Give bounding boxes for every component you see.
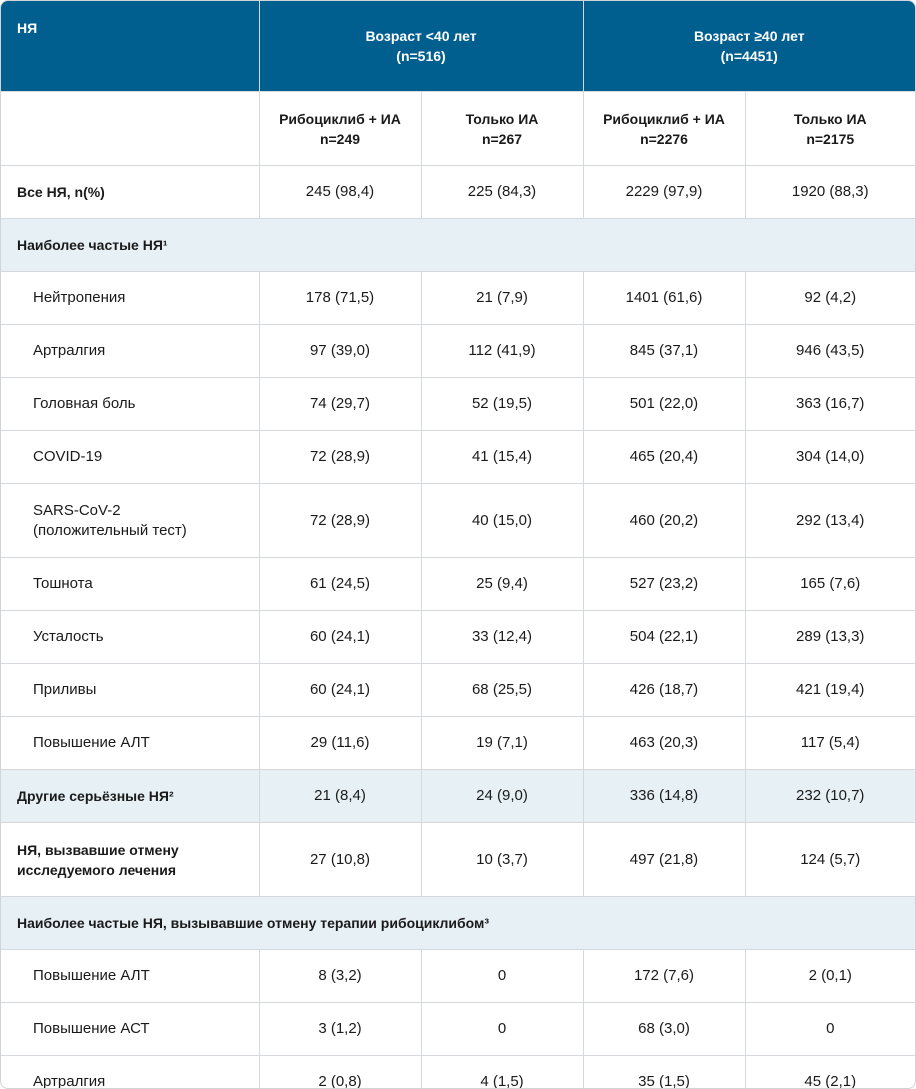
- cell-value: 0: [745, 1003, 915, 1056]
- cell-value: 33 (12,4): [421, 611, 583, 664]
- cell-value: 29 (11,6): [259, 717, 421, 770]
- cell-value: 1920 (88,3): [745, 166, 915, 219]
- cell-value: 501 (22,0): [583, 378, 745, 431]
- cell-value: 497 (21,8): [583, 823, 745, 897]
- row-label: [1, 823, 259, 897]
- cell-value: 178 (71,5): [259, 272, 421, 325]
- cell-value: 0: [421, 1003, 583, 1056]
- row-label: Повышение АЛТ: [1, 717, 259, 770]
- cell-value: 25 (9,4): [421, 558, 583, 611]
- cell-value: 19 (7,1): [421, 717, 583, 770]
- row-label: Артралгия: [1, 325, 259, 378]
- subheader-arm: Рибоциклиб + ИА: [279, 110, 401, 127]
- cell-value: 463 (20,3): [583, 717, 745, 770]
- cell-value: 97 (39,0): [259, 325, 421, 378]
- cell-value: 946 (43,5): [745, 325, 915, 378]
- row-label: Повышение АСТ: [1, 1003, 259, 1056]
- cell-value: 289 (13,3): [745, 611, 915, 664]
- cell-value: 232 (10,7): [745, 770, 915, 823]
- row-label-line: (положительный тест): [33, 521, 187, 539]
- row-label: Нейтропения: [1, 272, 259, 325]
- cell-value: 72 (28,9): [259, 431, 421, 484]
- subheader-cell: [259, 92, 421, 166]
- header-group-40-plus: [583, 1, 915, 92]
- subheader-arm: Только ИА: [465, 110, 539, 127]
- table-row: [1, 717, 915, 770]
- cell-value: 1401 (61,6): [583, 272, 745, 325]
- section-label: Наиболее частые НЯ, вызывавшие отмену терапии рибоциклибом³: [1, 897, 915, 950]
- cell-value: 21 (8,4): [259, 770, 421, 823]
- subheader-arm: Рибоциклиб + ИА: [603, 110, 725, 127]
- subheader-cell: [745, 92, 915, 166]
- cell-value: 426 (18,7): [583, 664, 745, 717]
- cell-value: 2229 (97,9): [583, 166, 745, 219]
- cell-value: 45 (2,1): [745, 1056, 915, 1089]
- row-label: COVID-19: [1, 431, 259, 484]
- section-label: Другие серьёзные НЯ²: [1, 770, 259, 823]
- table-row: [1, 611, 915, 664]
- cell-value: 24 (9,0): [421, 770, 583, 823]
- cell-value: 421 (19,4): [745, 664, 915, 717]
- table-row: [1, 166, 915, 219]
- cell-value: 2 (0,8): [259, 1056, 421, 1089]
- cell-value: 68 (3,0): [583, 1003, 745, 1056]
- header-col-ae: НЯ: [1, 1, 259, 92]
- row-label: [1, 484, 259, 558]
- cell-value: 40 (15,0): [421, 484, 583, 558]
- table-row: [1, 950, 915, 1003]
- header-group-under-40-title: Возраст <40 лет: [365, 28, 477, 44]
- cell-value: 41 (15,4): [421, 431, 583, 484]
- table-row: [1, 664, 915, 717]
- cell-value: 35 (1,5): [583, 1056, 745, 1089]
- section-label: Наиболее частые НЯ¹: [1, 219, 915, 272]
- row-label: Все НЯ, n(%): [1, 166, 259, 219]
- table-row: [1, 1056, 915, 1089]
- cell-value: 10 (3,7): [421, 823, 583, 897]
- subheader-empty: [1, 92, 259, 166]
- row-label: Приливы: [1, 664, 259, 717]
- cell-value: 8 (3,2): [259, 950, 421, 1003]
- cell-value: 72 (28,9): [259, 484, 421, 558]
- cell-value: 0: [421, 950, 583, 1003]
- row-label-line: исследуемого лечения: [17, 861, 177, 878]
- header-group-under-40: [259, 1, 583, 92]
- table-row: [1, 823, 915, 897]
- section-row: [1, 770, 915, 823]
- row-label: Артралгия: [1, 1056, 259, 1089]
- subheader-n: n=2175: [806, 130, 855, 147]
- cell-value: 504 (22,1): [583, 611, 745, 664]
- header-group-40-plus-title: Возраст ≥40 лет: [693, 28, 805, 44]
- table-row: [1, 484, 915, 558]
- cell-value: 336 (14,8): [583, 770, 745, 823]
- cell-value: 245 (98,4): [259, 166, 421, 219]
- cell-value: 3 (1,2): [259, 1003, 421, 1056]
- table-row: [1, 378, 915, 431]
- row-label-line: SARS-CoV-2: [33, 501, 121, 519]
- table-row: [1, 558, 915, 611]
- cell-value: 172 (7,6): [583, 950, 745, 1003]
- cell-value: 845 (37,1): [583, 325, 745, 378]
- cell-value: 225 (84,3): [421, 166, 583, 219]
- cell-value: 465 (20,4): [583, 431, 745, 484]
- subheader-cell: [421, 92, 583, 166]
- cell-value: 27 (10,8): [259, 823, 421, 897]
- header-row: [1, 1, 915, 92]
- header-group-40-plus-n: (n=4451): [720, 48, 778, 64]
- table-row: [1, 1003, 915, 1056]
- row-label: Тошнота: [1, 558, 259, 611]
- subheader-n: n=267: [481, 130, 523, 147]
- cell-value: 527 (23,2): [583, 558, 745, 611]
- cell-value: 4 (1,5): [421, 1056, 583, 1089]
- cell-value: 74 (29,7): [259, 378, 421, 431]
- cell-value: 460 (20,2): [583, 484, 745, 558]
- header-group-under-40-n: (n=516): [396, 48, 446, 64]
- cell-value: 2 (0,1): [745, 950, 915, 1003]
- cell-value: 60 (24,1): [259, 611, 421, 664]
- cell-value: 92 (4,2): [745, 272, 915, 325]
- cell-value: 21 (7,9): [421, 272, 583, 325]
- cell-value: 52 (19,5): [421, 378, 583, 431]
- cell-value: 60 (24,1): [259, 664, 421, 717]
- cell-value: 117 (5,4): [745, 717, 915, 770]
- cell-value: 124 (5,7): [745, 823, 915, 897]
- table-row: [1, 325, 915, 378]
- subheader-n: n=2276: [640, 130, 688, 147]
- row-label: Усталость: [1, 611, 259, 664]
- cell-value: 363 (16,7): [745, 378, 915, 431]
- cell-value: 61 (24,5): [259, 558, 421, 611]
- cell-value: 292 (13,4): [745, 484, 915, 558]
- row-label-line: НЯ, вызвавшие отмену: [17, 841, 179, 858]
- row-label: Повышение АЛТ: [1, 950, 259, 1003]
- table-row: [1, 431, 915, 484]
- adverse-events-table: [1, 1, 915, 1089]
- cell-value: 68 (25,5): [421, 664, 583, 717]
- cell-value: 112 (41,9): [421, 325, 583, 378]
- section-row: [1, 219, 915, 272]
- cell-value: 304 (14,0): [745, 431, 915, 484]
- subheader-row: [1, 92, 915, 166]
- row-label: Головная боль: [1, 378, 259, 431]
- section-row: [1, 897, 915, 950]
- subheader-cell: [583, 92, 745, 166]
- cell-value: 165 (7,6): [745, 558, 915, 611]
- table-row: [1, 272, 915, 325]
- subheader-arm: Только ИА: [793, 110, 867, 127]
- subheader-n: n=249: [319, 130, 361, 147]
